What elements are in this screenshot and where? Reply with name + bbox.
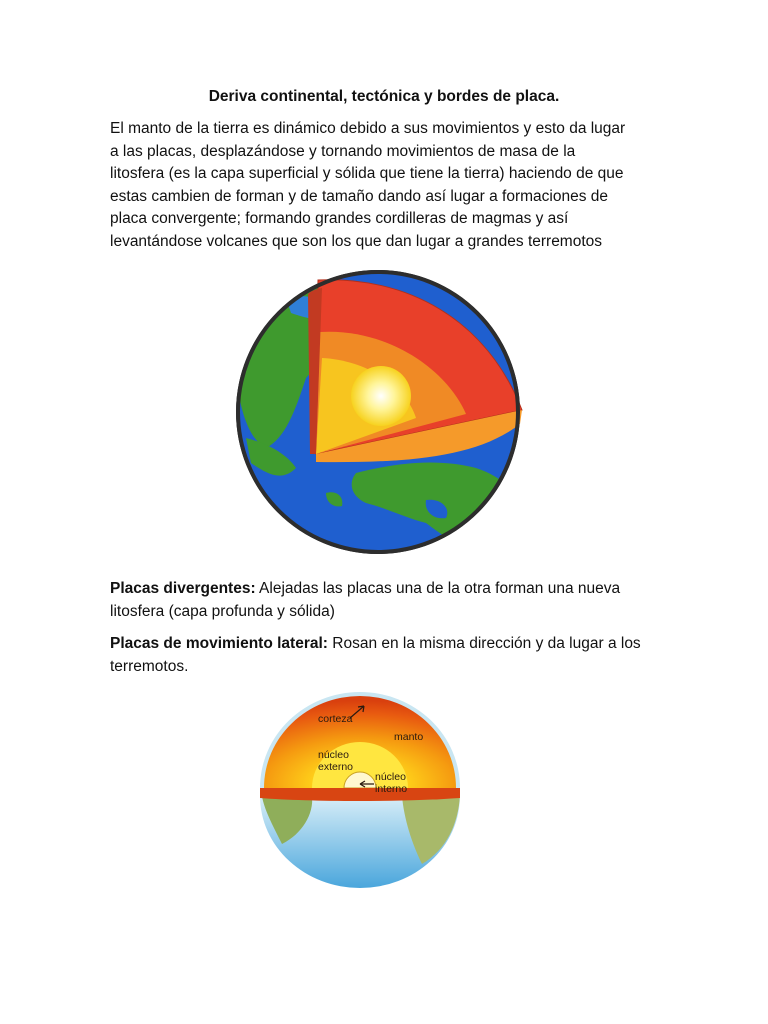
earth-cutaway-illustration (226, 268, 530, 556)
lateral-plates-paragraph (110, 633, 666, 678)
cut-rim (260, 788, 460, 801)
divergent-plates-paragraph (110, 578, 666, 623)
lateral-plates-label: Placas de movimiento lateral: (110, 635, 328, 652)
corteza-label: corteza (318, 713, 353, 725)
intro-paragraph (110, 118, 666, 253)
page-title: Deriva continental, tectónica y bordes de placa. (208, 88, 560, 105)
nucleo-externo-label-1: núcleo (318, 749, 349, 761)
intro-line: placa convergente; formando grandes cordilleras de magmas y así (110, 210, 569, 227)
divergent-plates-text: Alejadas las placas una de la otra forman una nueva litosfera (capa profunda y sólida) (110, 580, 621, 620)
intro-line: a las placas, desplazándose y tornando movimientos de masa de la (110, 142, 576, 160)
manto-label: manto (394, 731, 424, 743)
lateral-plates-text: Rosan en la misma dirección y da lugar a los terremotos. (110, 635, 641, 675)
earth-layers-diagram (252, 684, 468, 888)
intro-line: estas cambien de forman y de tamaño dando así lugar a formaciones de (110, 187, 609, 205)
nucleo-interno-label-2: interno (375, 783, 408, 795)
nucleo-externo-label-2: externo (318, 761, 354, 773)
nucleo-interno-label-1: núcleo (375, 771, 406, 783)
intro-line: litosfera (es la capa superficial y sólida que tiene la tierra) haciendo de que (110, 165, 624, 182)
intro-line: levantándose volcanes que son los que dan lugar a grandes terremotos (110, 232, 603, 250)
inner-core (351, 366, 411, 426)
intro-line: El manto de la tierra es dinámico debido a sus movimientos y esto da lugar (110, 120, 626, 137)
divergent-plates-label: Placas divergentes: (110, 580, 256, 597)
